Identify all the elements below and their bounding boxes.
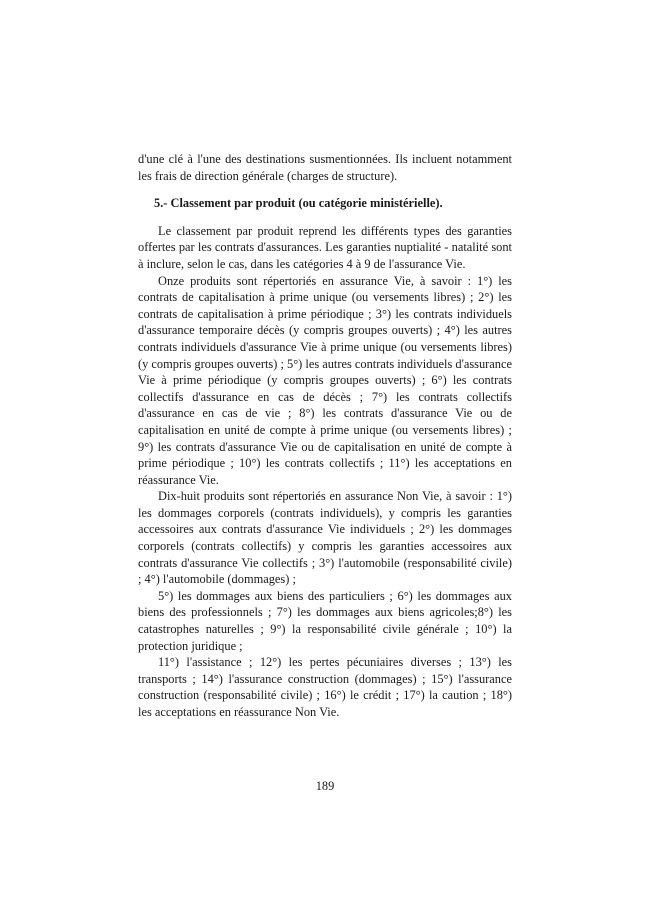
paragraph-intro: Le classement par produit reprend les différents types des garanties offertes par les contrats d'assurances. Les garanties nuptialité - natalité sont à inclure, selon le cas, dans les catégories 4 à 9 de l'assurance Vie. <box>138 223 512 271</box>
paragraph-vie-products: Onze produits sont répertoriés en assurance Vie, à savoir : 1°) les contrats de capitalisation à prime unique (ou versements libres) ; 2°) les contrats de capitalisation à prime périodique ; 3°) les contrats individuels d'assurance temporaire décès (y compris groupes ouverts) ; 4°) les autres contrats individuels d'assurance Vie à prime unique (ou versements libres) (y compris groupes ouverts) ; 5°) les autres contrats individuels d'assurance Vie à prime périodique (y compris groupes ouverts) ; 6°) les contrats collectifs d'assurance en cas de décès ; 7°) les contrats collectifs d'assurance en cas de vie ; 8°) les contrats d'assurance Vie ou de capitalisation en unité de compte à prime unique (ou versements libres) ; 9°) les contrats d'assurance Vie ou de capitalisation en unité de compte à prime périodique ; 10°) les contrats collectifs ; 11°) les acceptations en réassurance Vie. <box>138 273 512 487</box>
paragraph-non-vie-continued-2: 11°) l'assistance ; 12°) les pertes pécuniaires diverses ; 13°) les transports ; 14°) l'assurance construction (dommages) ; 15°) l'assurance construction (responsabilité civile) ; 16°) le crédit ; 17°) la caution ; 18°) les acceptations en réassurance Non Vie. <box>138 655 512 719</box>
paragraph-non-vie-products: Dix-huit produits sont répertoriés en assurance Non Vie, à savoir : 1°) les dommages corporels (contrats individuels), y compris les garanties accessoires aux contrats d'assurance Vie individuels ; 2°) les dommages corporels (contrats collectifs) y compris les garanties accessoires aux contrats d'assurance Vie collectifs ; 3°) l'automobile (responsabilité civile) ; 4°) l'automobile (dommages) ; <box>138 489 512 587</box>
body-text <box>138 151 512 721</box>
section-heading: 5.- Classement par produit (ou catégorie ministérielle). <box>154 196 443 211</box>
paragraph-continuation: d'une clé à l'une des destinations susmentionnées. Ils incluent notamment les frais de direction générale (charges de structure). <box>138 152 512 183</box>
page-number: 189 <box>315 779 335 793</box>
paragraph-non-vie-continued-1: 5°) les dommages aux biens des particuliers ; 6°) les dommages aux biens des professionnels ; 7°) les dommages aux biens agricoles;8°) les catastrophes naturelles ; 9°) la responsabilité civile générale ; 10°) la protection juridique ; <box>138 588 512 653</box>
